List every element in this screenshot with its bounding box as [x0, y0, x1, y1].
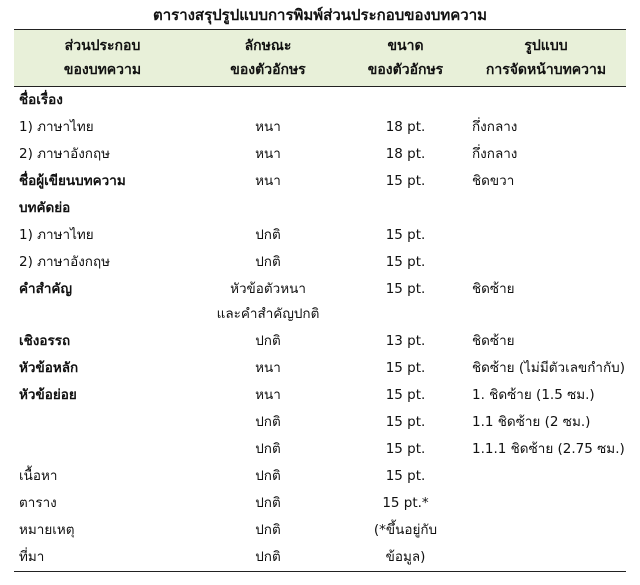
table-row [14, 87, 626, 114]
cell-layout: กึ่งกลาง [472, 146, 518, 162]
cell-layout: 1.1 ชิดซ้าย (2 ซม.) [472, 414, 591, 430]
cell-size: 15 pt. [385, 227, 426, 243]
cell-style [191, 87, 345, 114]
table-row [14, 141, 626, 168]
table-row [14, 168, 626, 195]
header-size-line1: ขนาด [387, 38, 424, 54]
cell-part [14, 409, 191, 436]
cell-layout [466, 195, 626, 222]
cell-part: ชื่อผู้เขียนบทความ [19, 173, 126, 189]
cell-style: ปกติ [255, 227, 281, 243]
header-style-line1: ลักษณะ [244, 38, 292, 54]
cell-layout: 1.1.1 ชิดซ้าย (2.75 ซม.) [472, 441, 625, 457]
cell-part: หัวข้อย่อย [19, 387, 77, 403]
cell-size: 18 pt. [385, 146, 426, 162]
header-layout [466, 30, 626, 86]
cell-style [191, 195, 345, 222]
table-row [14, 114, 626, 141]
cell-style: หนา [255, 173, 281, 189]
cell-size: 15 pt. [385, 468, 426, 484]
cell-style: หนา [255, 360, 281, 376]
cell-style [191, 276, 345, 328]
cell-part [14, 436, 191, 463]
cell-layout [466, 490, 626, 517]
cell-size: 15 pt. [385, 414, 426, 430]
cell-size [345, 87, 466, 114]
header-part-line2: ของบทความ [63, 62, 142, 78]
header-layout-line2: การจัดหน้าบทความ [485, 62, 607, 78]
cell-part: 2) ภาษาอังกฤษ [19, 146, 111, 162]
cell-size: 15 pt. [385, 441, 426, 457]
table-row [14, 276, 626, 328]
table-row [14, 222, 626, 249]
cell-style: หนา [255, 146, 281, 162]
table-row [14, 328, 626, 355]
summary-table [14, 29, 626, 572]
cell-part: ชื่อเรื่อง [19, 92, 63, 108]
cell-size [345, 195, 466, 222]
table-row [14, 463, 626, 490]
cell-size: (*ขึ้นอยู่กับ [373, 522, 438, 538]
table-row [14, 355, 626, 382]
cell-size: 15 pt.* [382, 495, 429, 511]
cell-part: เชิงอรรถ [19, 333, 71, 349]
cell-style-line1: หัวข้อตัวหนา [230, 281, 306, 297]
cell-size: 15 pt. [385, 173, 426, 189]
cell-size: 13 pt. [385, 333, 426, 349]
cell-style: หนา [255, 119, 281, 135]
cell-size: 15 pt. [385, 254, 426, 270]
cell-layout [466, 249, 626, 276]
cell-size: 15 pt. [385, 360, 426, 376]
cell-layout [466, 87, 626, 114]
cell-size: 15 pt. [385, 281, 426, 297]
table-title: ตารางสรุปรูปแบบการพิมพ์ส่วนประกอบของบทความ [152, 6, 488, 24]
header-size [345, 30, 466, 86]
cell-style: ปกติ [255, 414, 281, 430]
cell-style: ปกติ [255, 549, 281, 565]
cell-layout [466, 517, 626, 544]
table-row [14, 544, 626, 572]
cell-size: ข้อมูล) [385, 549, 426, 565]
table-row [14, 436, 626, 463]
cell-part: คำสำคัญ [19, 281, 72, 297]
header-layout-line1: รูปแบบ [524, 38, 568, 54]
cell-layout: กึ่งกลาง [472, 119, 518, 135]
table-row [14, 409, 626, 436]
table-row [14, 195, 626, 222]
cell-size: 18 pt. [385, 119, 426, 135]
cell-layout: ชิดซ้าย [472, 281, 515, 297]
cell-style: ปกติ [255, 522, 281, 538]
cell-style: หนา [255, 387, 281, 403]
table-row [14, 517, 626, 544]
cell-layout [466, 463, 626, 490]
table-row [14, 249, 626, 276]
cell-layout: ชิดซ้าย [472, 333, 515, 349]
cell-style: ปกติ [255, 333, 281, 349]
cell-part: 1) ภาษาไทย [19, 227, 94, 243]
cell-style-line2: และคำสำคัญปกติ [216, 306, 320, 322]
header-style [191, 30, 345, 86]
cell-layout: 1. ชิดซ้าย (1.5 ซม.) [472, 387, 595, 403]
cell-layout [466, 544, 626, 571]
header-part [14, 30, 191, 86]
cell-style: ปกติ [255, 441, 281, 457]
cell-part: ที่มา [19, 549, 45, 565]
cell-part: 1) ภาษาไทย [19, 119, 94, 135]
header-size-line2: ของตัวอักษร [367, 62, 444, 78]
header-part-line1: ส่วนประกอบ [64, 38, 141, 54]
table-row [14, 490, 626, 517]
table-header [14, 29, 626, 87]
cell-part: เนื้อหา [19, 468, 58, 484]
cell-part: บทคัดย่อ [19, 200, 71, 216]
cell-layout: ชิดขวา [472, 173, 515, 189]
cell-size: 15 pt. [385, 387, 426, 403]
cell-style: ปกติ [255, 495, 281, 511]
cell-layout: ชิดซ้าย (ไม่มีตัวเลขกำกับ) [472, 360, 625, 376]
cell-part: หมายเหตุ [19, 522, 75, 538]
cell-part: ตาราง [19, 495, 57, 511]
cell-part: หัวข้อหลัก [19, 360, 79, 376]
cell-layout [466, 222, 626, 249]
table-row [14, 382, 626, 409]
cell-part: 2) ภาษาอังกฤษ [19, 254, 111, 270]
cell-style: ปกติ [255, 468, 281, 484]
cell-style: ปกติ [255, 254, 281, 270]
header-style-line2: ของตัวอักษร [230, 62, 306, 78]
